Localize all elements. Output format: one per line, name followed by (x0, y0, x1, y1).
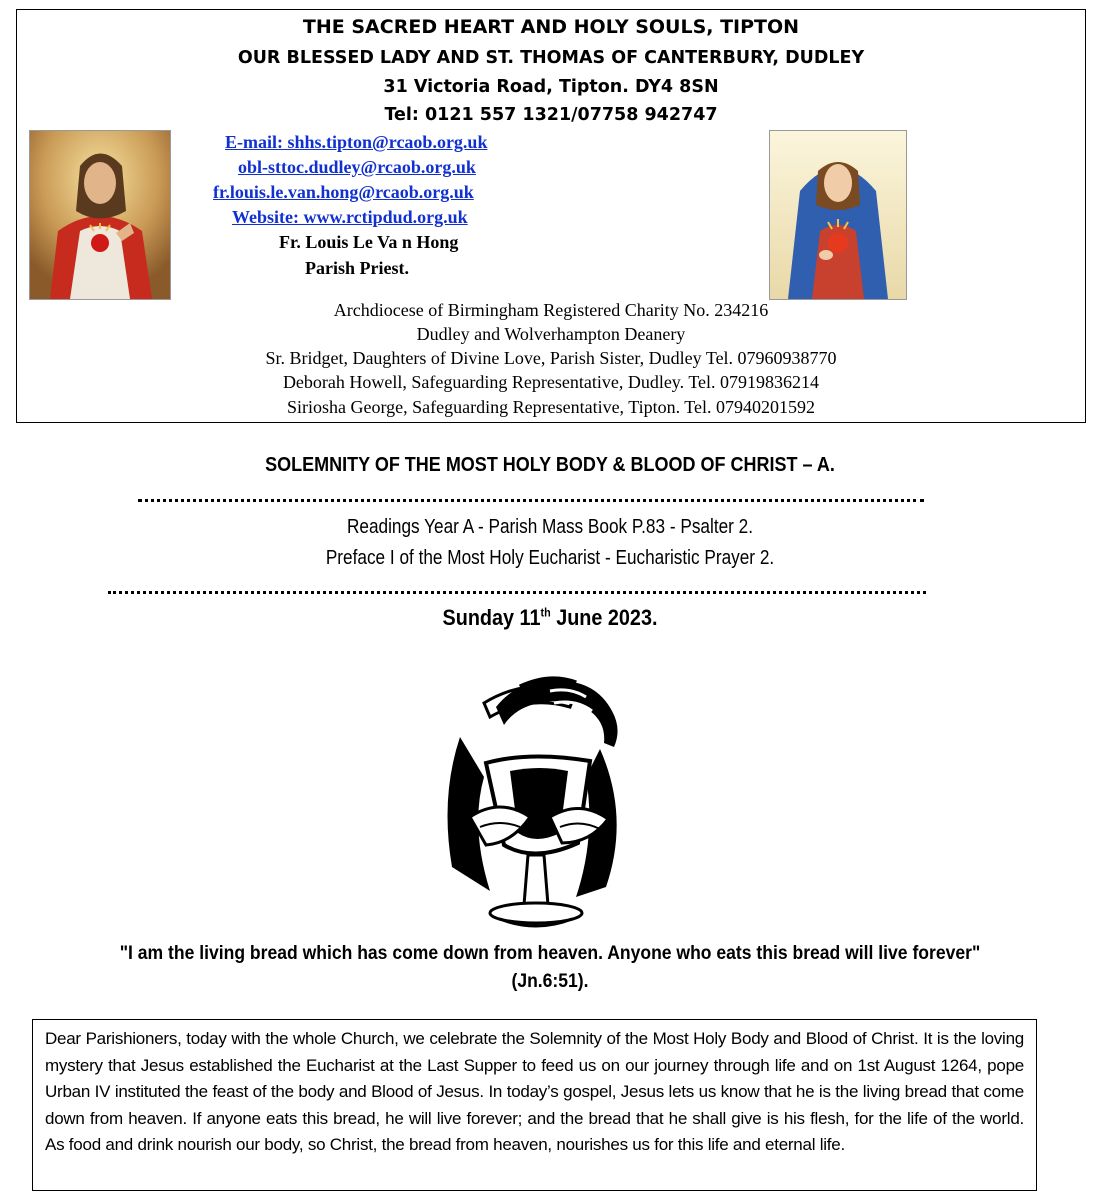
priest-role: Parish Priest. (305, 258, 409, 278)
dotted-divider-bottom (108, 591, 926, 594)
deanery: Dudley and Wolverhampton Deanery (416, 324, 686, 344)
email-obl-sttoc-dudley-link[interactable]: obl-sttoc.dudley@rcaob.org.uk (238, 157, 476, 177)
parish-telephone: Tel: 0121 557 1321/07758 942747 (384, 105, 718, 125)
quote-text: "I am the living bread which has come down from heaven. Anyone who eats this bread will live forever" (119, 942, 981, 964)
parish-address: 31 Victoria Road, Tipton. DY4 8SN (383, 77, 719, 97)
preface-line: Preface I of the Most Holy Eucharist - Eucharistic Prayer 2. (325, 547, 775, 569)
safeguarding-tipton-contact: Siriosha George, Safeguarding Representative, Tipton. Tel. 07940201592 (286, 397, 815, 417)
chalice-and-host-illustration (400, 667, 666, 939)
parish-name-dudley: OUR BLESSED LADY AND ST. THOMAS OF CANTERBURY, DUDLEY (237, 48, 865, 68)
email-fr-louis-link[interactable]: fr.louis.le.van.hong@rcaob.org.uk (213, 182, 474, 202)
safeguarding-dudley-contact: Deborah Howell, Safeguarding Representative, Dudley. Tel. 07919836214 (282, 372, 820, 392)
charity-number: Archdiocese of Birmingham Registered Charity No. 234216 (333, 300, 769, 320)
priest-name: Fr. Louis Le Va n Hong (279, 232, 459, 252)
email-shhs-tipton-link[interactable]: E-mail: shhs.tipton@rcaob.org.uk (225, 132, 488, 152)
readings-line: Readings Year A - Parish Mass Book P.83 - Psalter 2. (346, 516, 754, 538)
immaculate-heart-of-mary-image (769, 130, 907, 300)
dotted-divider-top (138, 499, 924, 502)
website-link[interactable]: Website: www.rctipdud.org.uk (232, 207, 468, 227)
parish-sister-contact: Sr. Bridget, Daughters of Divine Love, Parish Sister, Dudley Tel. 07960938770 (265, 348, 837, 368)
scripture-quote (55, 939, 1045, 995)
parish-name-tipton: THE SACRED HEART AND HOLY SOULS, TIPTON (302, 16, 800, 38)
quote-reference: (Jn.6:51). (511, 970, 589, 992)
service-date: Sunday 11th June 2023. (442, 605, 658, 630)
parish-message-text: Dear Parishioners, today with the whole Church, we celebrate the Solemnity of the Most Holy Body and Blood of Christ. It is the loving mystery that Jesus established the Eucharist at the Last Supper to feed us on our journey through life and on 1st August 1264, pope Urban IV instituted the feast of the body and Blood of Jesus. In today’s gospel, Jesus lets us know that he is the living bread that come down from heaven. If anyone eats this bread, he will live forever; and the bread that he shall give is his flesh, for the life of the world. As food and drink nourish our body, so Christ, the bread from heaven, nourishes us for this life and eternal life. (45, 1029, 1024, 1154)
solemnity-title: SOLEMNITY OF THE MOST HOLY BODY & BLOOD OF CHRIST – A. (265, 454, 835, 476)
parish-message-box (32, 1019, 1037, 1191)
parish-header (16, 9, 1086, 423)
sacred-heart-of-jesus-image (29, 130, 171, 300)
